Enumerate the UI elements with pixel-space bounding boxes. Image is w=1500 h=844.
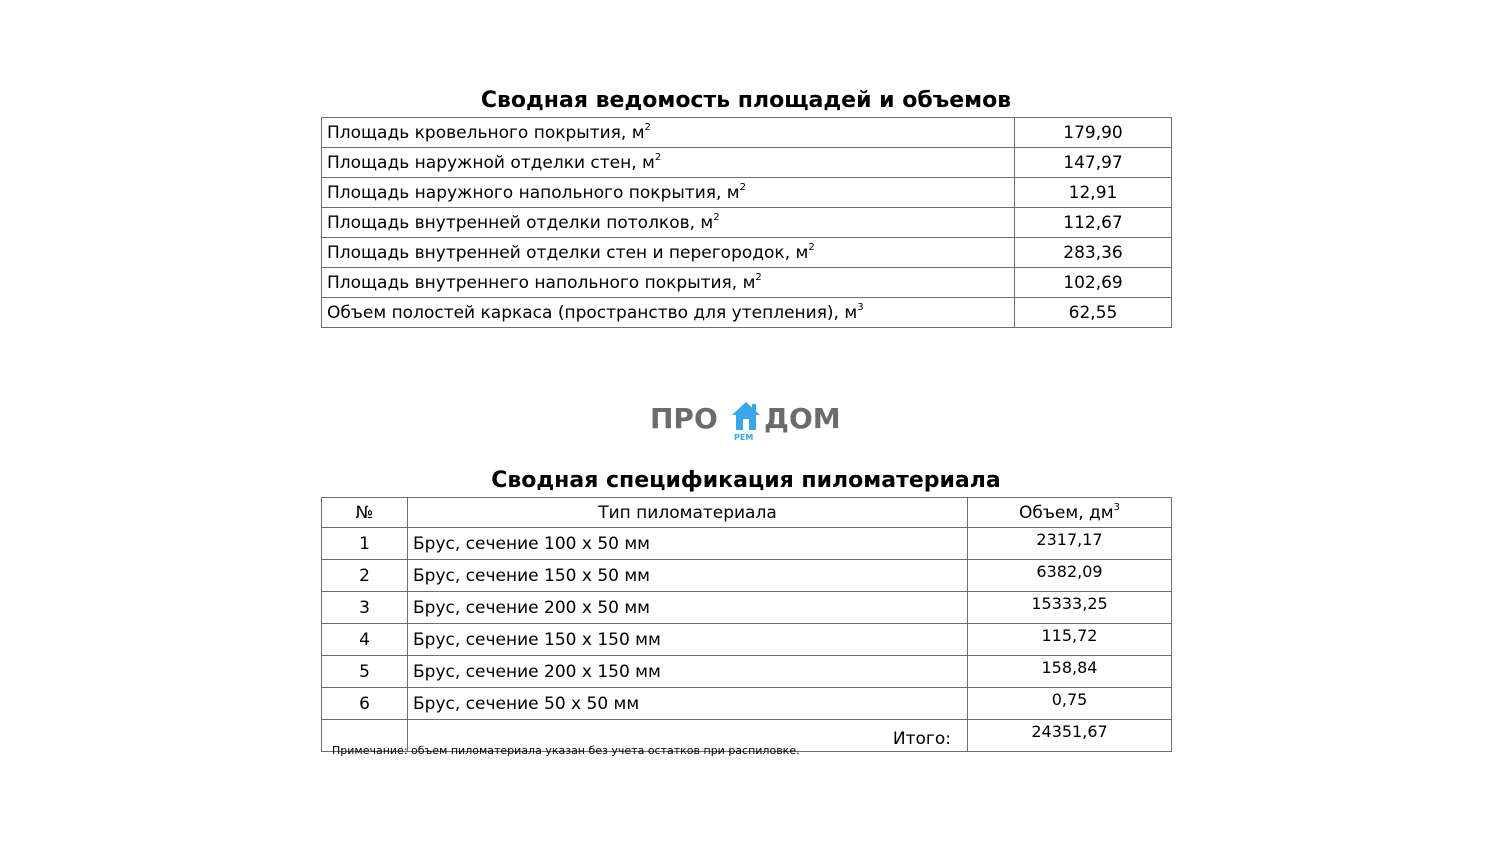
table-row: [322, 298, 1172, 328]
area-value: 62,55: [1015, 298, 1172, 328]
area-value: 112,67: [1015, 208, 1172, 238]
row-volume: 2317,17: [968, 528, 1172, 560]
row-type: Брус, сечение 200 х 50 мм: [408, 592, 968, 624]
lumber-title: Сводная спецификация пиломатериала: [491, 468, 1001, 493]
logo: [650, 400, 850, 446]
area-value: 102,69: [1015, 268, 1172, 298]
house-icon: [730, 400, 762, 434]
table-row: [322, 178, 1172, 208]
areas-table: [321, 117, 1172, 328]
area-label: Площадь наружной отделки стен, $м^2$: [322, 148, 1015, 178]
row-num: 4: [322, 624, 408, 656]
table-row: [322, 148, 1172, 178]
area-value: 147,97: [1015, 148, 1172, 178]
table-header-row: [322, 498, 1172, 528]
header-type: Тип пиломатериала: [408, 498, 968, 528]
area-label: Площадь кровельного покрытия, $м^2$: [322, 118, 1015, 148]
row-volume: 6382,09: [968, 560, 1172, 592]
area-value: 283,36: [1015, 238, 1172, 268]
logo-text-left: ПРО: [650, 402, 718, 435]
area-label: Объем полостей каркаса (пространство для утепления), $м^3$: [322, 298, 1015, 328]
row-type: Брус, сечение 200 х 150 мм: [408, 656, 968, 688]
table-row: [322, 624, 1172, 656]
table-row: [322, 560, 1172, 592]
row-volume: 158,84: [968, 656, 1172, 688]
row-volume: 0,75: [968, 688, 1172, 720]
table-row: [322, 528, 1172, 560]
table-row: [322, 238, 1172, 268]
table-row: [322, 208, 1172, 238]
lumber-table: [321, 497, 1172, 752]
table-row: [322, 268, 1172, 298]
row-num: 1: [322, 528, 408, 560]
area-label: Площадь наружного напольного покрытия, $м^2$: [322, 178, 1015, 208]
row-type: Брус, сечение 100 х 50 мм: [408, 528, 968, 560]
row-type: Брус, сечение 150 х 50 мм: [408, 560, 968, 592]
table-row: [322, 656, 1172, 688]
table-row: [322, 592, 1172, 624]
areas-title: Сводная ведомость площадей и объемов: [480, 88, 1012, 113]
total-label: Итого:: [408, 720, 968, 752]
table-row: [322, 118, 1172, 148]
logo-text-right: ДОМ: [764, 402, 841, 435]
footnote: Примечание: объем пиломатериала указан без учета остатков при распиловке.: [332, 744, 800, 757]
area-value: 179,90: [1015, 118, 1172, 148]
row-type: Брус, сечение 150 х 150 мм: [408, 624, 968, 656]
row-volume: 115,72: [968, 624, 1172, 656]
table-row: [322, 688, 1172, 720]
row-num: 6: [322, 688, 408, 720]
total-value: 24351,67: [968, 720, 1172, 752]
row-volume: 15333,25: [968, 592, 1172, 624]
area-value: 12,91: [1015, 178, 1172, 208]
row-num: 2: [322, 560, 408, 592]
header-num: №: [322, 498, 408, 528]
area-label: Площадь внутреннего напольного покрытия, $м^2$: [322, 268, 1015, 298]
header-volume: Объем, $дм^3$: [968, 498, 1172, 528]
logo-subtext: РЕМ: [734, 433, 754, 442]
area-label: Площадь внутренней отделки стен и перегородок, $м^2$: [322, 238, 1015, 268]
area-label: Площадь внутренней отделки потолков, $м^2$: [322, 208, 1015, 238]
row-num: 5: [322, 656, 408, 688]
row-type: Брус, сечение 50 х 50 мм: [408, 688, 968, 720]
row-num: 3: [322, 592, 408, 624]
